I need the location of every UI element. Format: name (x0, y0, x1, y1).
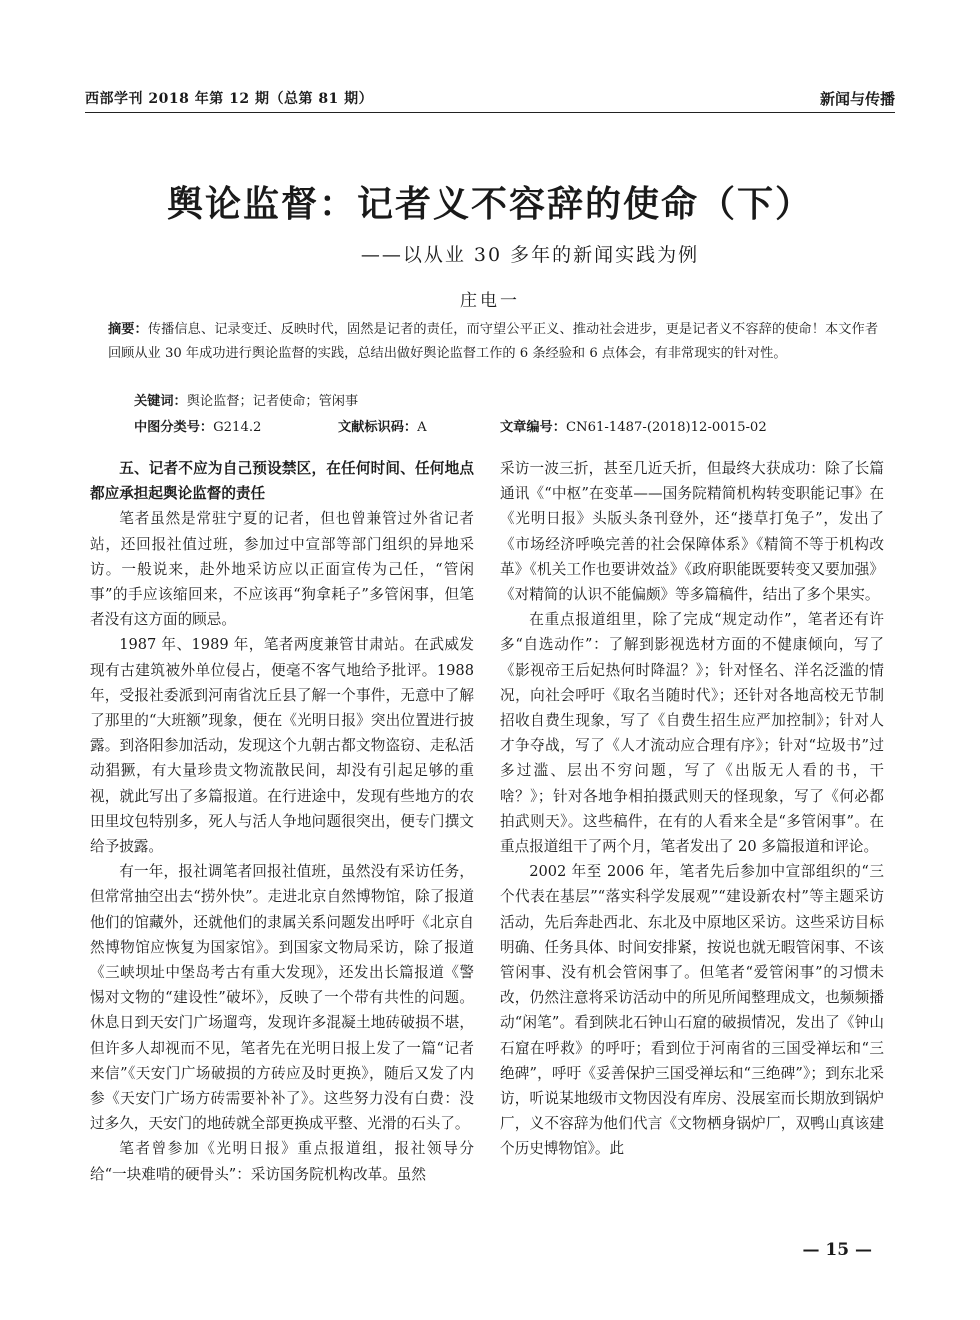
paragraph: 1987 年、1989 年，笔者两度兼管甘肃站。在武威发现有古建筑被外单位侵占，便毫不客气地给予批评。1988 年，受报社委派到河南省沈丘县了解一个事件，无意中了解了那里的“大班额”现象，便在《光明日报》突出位置进行披露。到洛阳参加活动，发现这个九朝古都文物盗窃、走私活动猖獗，有大量珍贵文物流散民间，却没有引起足够的重视，就此写出了多篇报道。在行进途中，发现有些地方的农田里坟包特别多，死人与活人争地问题很突出，便专门撰文给予披露。 (90, 636, 474, 856)
article-author: 庄电一 (460, 291, 520, 311)
keywords-text: 舆论监督；记者使命；管闲事 (186, 394, 359, 409)
running-header (85, 86, 895, 113)
paragraph: 有一年，报社调笔者回报社值班，虽然没有采访任务，但常常抽空出去“捞外快”。走进北京自然博物馆，除了报道他们的馆藏外，还就他们的隶属关系问题发出呼吁《北京自然博物馆应恢复为国家馆》。到国家文物局采访，除了报道《三峡坝址中堡岛考古有重大发现》，还发出长篇报道《警惕对文物的“建设性”破坏》，反映了一个带有共性的问题。休息日到天安门广场遛弯，发现许多混凝土地砖破损不堪，但许多人却视而不见，笔者先在光明日报上发了一篇“记者来信”《天安门广场破损的方砖应及时更换》，随后又发了内参《天安门广场方砖需要补补了》。这些努力没有白费：没过多久，天安门的地砖就全部更换成平整、光滑的石头了。 (90, 863, 474, 1133)
section-name: 新闻与传播 (819, 90, 895, 108)
doc-label: 文献标识码： (338, 420, 418, 435)
article-number (500, 416, 767, 435)
abstract-label: 摘要： (108, 322, 148, 337)
clc-label: 中图分类号： (134, 420, 214, 435)
doc-value: A (417, 420, 427, 435)
journal-name: 西部学刊 2018 年第 12 期（总第 81 期） (85, 91, 374, 107)
left-column (90, 456, 474, 1187)
page-number: — 15 — (802, 1240, 872, 1260)
abstract (108, 318, 878, 366)
abstract-text: 传播信息、记录变迁、反映时代，固然是记者的责任，而守望公平正义、推动社会进步，更是记者义不容辞的使命！本文作者回顾从业 30 年成功进行舆论监督的实践，总结出做好舆论监督工作的 6 条经验和 6 点体会，有非常现实的针对性。 (108, 322, 879, 361)
clc-number (134, 416, 261, 435)
article-number-value: CN61-1487-(2018)12-0015-02 (565, 420, 767, 435)
paragraph: 2002 年至 2006 年，笔者先后参加中宣部组织的“三个代表在基层”“落实科学发展观”“建设新农村”等主题采访活动，先后奔赴西北、东北及中原地区采访。这些采访目标明确、任务具体、时间安排紧，按说也就无暇管闲事、不该管闲事、没有机会管闲事了。但笔者“爱管闲事”的习惯未改，仍然注意将采访活动中的所见所闻整理成文，也频频播动“闲笔”。看到陕北石钟山石窟的破损情况，发出了《钟山石窟在呼救》的呼吁；看到位于河南省的三国受禅坛和“三绝碑”，呼吁《妥善保护三国受禅坛和“三绝碑”》；到东北采访，听说某地级市文物因没有库房、没展室而长期放到锅炉厂，义不容辞为他们代言《文物栖身锅炉厂，双鸭山真该建个历史博物馆》。此 (500, 863, 884, 1158)
document-code (338, 416, 427, 435)
article-subtitle: ——以从业 30 多年的新闻实践为例 (360, 244, 700, 266)
keywords-label: 关键词： (134, 394, 187, 409)
clc-value: G214.2 (213, 420, 262, 435)
paragraph: 采访一波三折，甚至几近夭折，但最终大获成功：除了长篇通讯《“中枢”在变革——国务院精简机构转变职能记事》在《光明日报》头版头条刊登外，还“搂草打兔子”，发出了《市场经济呼唤完善的社会保障体系》《精简不等于机构改革》《机关工作也要讲效益》《政府职能既要转变又要加强》《对精简的认识不能偏颇》等多篇稿件，结出了多个果实。 (500, 460, 884, 604)
article-title: 舆论监督：记者义不容辞的使命（下） (166, 183, 813, 225)
article-number-label: 文章编号： (500, 420, 566, 435)
paragraph: 笔者曾参加《光明日报》重点报道组，报社领导分给“一块难啃的硬骨头”：采访国务院机构改革。虽然 (90, 1140, 474, 1183)
keywords (134, 390, 358, 409)
right-column (500, 456, 884, 1162)
section-heading: 五、记者不应为自己预设禁区，在任何时间、任何地点都应承担起舆论监督的责任 (90, 460, 474, 503)
paragraph: 笔者虽然是常驻宁夏的记者，但也曾兼管过外省记者站，还回报社值过班，参加过中宣部等部门组织的异地采访。一般说来，赴外地采访应以正面宣传为己任，“管闲事”的手应该缩回来，不应该再“狗拿耗子”多管闲事，但笔者没有这方面的顾忌。 (90, 510, 474, 629)
paragraph: 在重点报道组里，除了完成“规定动作”，笔者还有许多“自选动作”：了解到影视选材方面的不健康倾向，写了《影视帝王后妃热何时降温？》；针对怪名、洋名泛滥的情况，向社会呼吁《取名当随时代》；还针对各地高校无节制招收自费生现象，写了《自费生招生应严加控制》；针对人才争夺战，写了《人才流动应合理有序》；针对“垃圾书”过多过滥、层出不穷问题，写了《出版无人看的书，干啥？》；针对各地争相拍摄武则天的怪现象，写了《何必都拍武则天》。这些稿件，在有的人看来全是“多管闲事”。在重点报道组干了两个月，笔者发出了 20 多篇报道和评论。 (500, 611, 884, 856)
